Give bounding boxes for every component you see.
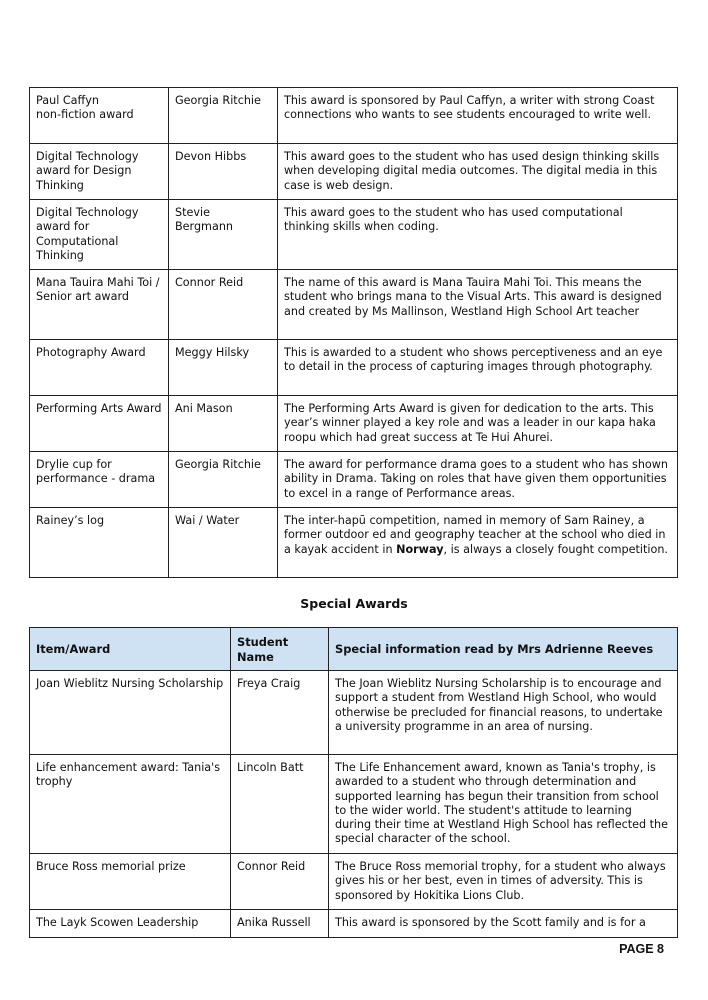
award-name: Performing Arts Award — [30, 396, 169, 452]
award-info: The Joan Wieblitz Nursing Scholarship is to encourage and support a student from Westland High School, who would otherwise be precluded for financial reasons, to undertake a university programme in an area of nursing. — [329, 671, 678, 755]
award-name: Paul Caffyn non-fiction award — [30, 88, 169, 144]
student-name: Georgia Ritchie — [169, 452, 278, 508]
award-info: This award is sponsored by Paul Caffyn, a writer with strong Coast connections who wants to see students encouraged to write well. — [278, 88, 678, 144]
bold-norway: Norway — [396, 542, 444, 556]
student-name: Meggy Hilsky — [169, 340, 278, 396]
table-header-row — [30, 628, 678, 671]
award-info: The name of this award is Mana Tauira Mahi Toi. This means the student who brings mana to the Visual Arts. This award is designed and created by Ms Mallinson, Westland High School Art teacher — [278, 270, 678, 340]
table-row — [30, 508, 678, 578]
student-name: Georgia Ritchie — [169, 88, 278, 144]
award-name: Digital Technology award for Computational Thinking — [30, 200, 169, 270]
award-name: Photography Award — [30, 340, 169, 396]
award-info: The Performing Arts Award is given for dedication to the arts. This year’s winner played a key role and was a leader in our kapa haka roopu which had great success at Te Hui Ahurei. — [278, 396, 678, 452]
awards-table — [29, 87, 678, 578]
header-special-info: Special information read by Mrs Adrienne Reeves — [329, 628, 678, 671]
student-name: Freya Craig — [231, 671, 329, 755]
award-info: The inter-hapū competition, named in memory of Sam Rainey, a former outdoor ed and geography teacher at the school who died in a kayak accident in Norway, is always a closely fought competition. — [278, 508, 678, 578]
student-name: Lincoln Batt — [231, 755, 329, 854]
student-name: Wai / Water — [169, 508, 278, 578]
award-name: Rainey’s log — [30, 508, 169, 578]
award-info: This is awarded to a student who shows perceptiveness and an eye to detail in the process of capturing images through photography. — [278, 340, 678, 396]
special-awards-table — [29, 627, 678, 938]
table-row — [30, 88, 678, 144]
student-name: Anika Russell — [231, 910, 329, 938]
student-name: Devon Hibbs — [169, 144, 278, 200]
table-row — [30, 270, 678, 340]
award-name: Digital Technology award for Design Thinking — [30, 144, 169, 200]
award-info: This award goes to the student who has used design thinking skills when developing digital media outcomes. The digital media in this case is web design. — [278, 144, 678, 200]
table-row — [30, 144, 678, 200]
student-name: Ani Mason — [169, 396, 278, 452]
award-name: Joan Wieblitz Nursing Scholarship — [30, 671, 231, 755]
table-row — [30, 200, 678, 270]
award-name: Bruce Ross memorial prize — [30, 854, 231, 910]
award-info: The Life Enhancement award, known as Tania's trophy, is awarded to a student who through determination and supported learning has begun their transition from school to the wider world. The student's attitude to learning during their time at Westland High School has reflected the special character of the school. — [329, 755, 678, 854]
table-row — [30, 755, 678, 854]
page-number: PAGE 8 — [619, 942, 664, 956]
table-row — [30, 452, 678, 508]
award-info: The award for performance drama goes to a student who has shown ability in Drama. Taking on roles that have given them opportunities to excel in a range of Performance areas. — [278, 452, 678, 508]
student-name: Connor Reid — [169, 270, 278, 340]
table-row — [30, 340, 678, 396]
award-name: Mana Tauira Mahi Toi / Senior art award — [30, 270, 169, 340]
table-row — [30, 671, 678, 755]
header-student-name: Student Name — [231, 628, 329, 671]
award-name: The Layk Scowen Leadership — [30, 910, 231, 938]
award-name: Drylie cup for performance - drama — [30, 452, 169, 508]
table-row — [30, 910, 678, 938]
header-item-award: Item/Award — [30, 628, 231, 671]
award-info: This award goes to the student who has used computational thinking skills when coding. — [278, 200, 678, 270]
table-row — [30, 396, 678, 452]
award-name: Life enhancement award: Tania's trophy — [30, 755, 231, 854]
award-info: The Bruce Ross memorial trophy, for a student who always gives his or her best, even in times of adversity. This is sponsored by Hokitika Lions Club. — [329, 854, 678, 910]
table-row — [30, 854, 678, 910]
section-title: Special Awards — [300, 596, 408, 611]
student-name: Connor Reid — [231, 854, 329, 910]
award-info: This award is sponsored by the Scott family and is for a — [329, 910, 678, 938]
student-name: Stevie Bergmann — [169, 200, 278, 270]
